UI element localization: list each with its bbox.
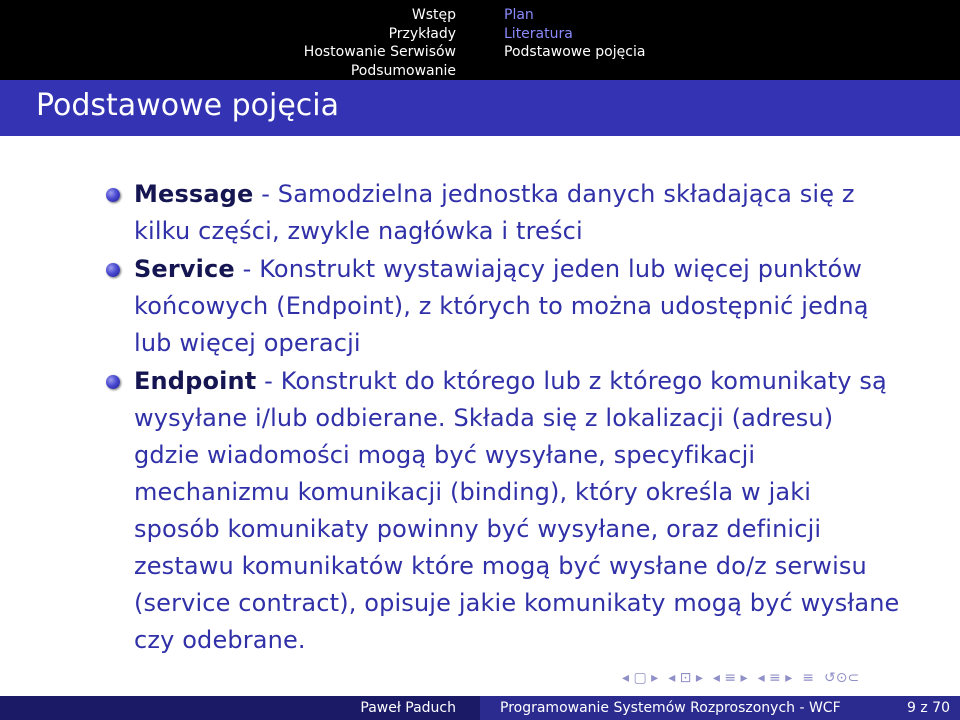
nav-subsection-literatura[interactable]: Literatura [504, 25, 573, 42]
frame-nav-icon[interactable]: ◂ ▢ ▸ [622, 670, 659, 686]
term-service: Service [134, 255, 235, 283]
frame-title: Podstawowe pojęcia [36, 88, 340, 123]
section-nav-icon[interactable]: ◂ ≡ ▸ [712, 670, 748, 686]
section-navigation [0, 0, 480, 80]
document-nav-icon[interactable]: ◂ ≡ ▸ [757, 670, 793, 686]
term-message: Message [134, 180, 254, 208]
list-item-endpoint [104, 363, 904, 659]
item-text [134, 251, 904, 362]
nav-subsection-plan[interactable]: Plan [504, 7, 534, 23]
subsection-navigation [480, 0, 960, 80]
bullet-icon [106, 263, 120, 277]
bullet-icon [106, 188, 120, 202]
nav-subsection-podstawowe-pojecia[interactable]: Podstawowe pojęcia [504, 44, 646, 60]
footer-page-number: 9 z 70 [907, 700, 950, 716]
list-item-service [104, 251, 904, 362]
definition-endpoint: - Konstrukt do którego lub z którego komunikaty są wysyłane i/lub odbierane. Składa się z lokalizacji (adresu) gdzie wiadomości mogą być wysyłane, specyfikacji mechanizmu komunikacji (binding), który określa w jaki sposób komunikaty powinny być wysyłane, oraz definicji zestawu komunikatów które mogą być wysłane do/z serwisu (service contract), opisuje jakie komunikaty mogą być wysłane czy odebrane. [134, 367, 900, 654]
top-navigation-bar [0, 0, 960, 80]
subsection-nav-icon[interactable]: ◂ ⊡ ▸ [668, 670, 703, 686]
footer-author: Paweł Paduch [0, 696, 480, 720]
bullet-icon [106, 375, 120, 389]
nav-section-hostowanie-serwisow[interactable]: Hostowanie Serwisów [303, 44, 456, 60]
definition-message: - Samodzielna jednostka danych składająca się z kilku części, zwykle nagłówka i treści [134, 180, 855, 245]
footer-title-block [480, 696, 960, 720]
list-item-message [104, 176, 904, 250]
frame-title-bar [0, 80, 960, 136]
footer-title: Programowanie Systemów Rozproszonych - WCF [500, 700, 841, 716]
definition-service: - Konstrukt wystawiający jeden lub więcej punktów końcowych (Endpoint), z których to można udostępnić jedną lub więcej operacji [134, 255, 869, 357]
nav-section-wstep[interactable]: Wstęp [411, 7, 456, 23]
beamer-navigation-symbols [622, 670, 859, 686]
item-text [134, 363, 904, 659]
term-endpoint: Endpoint [134, 367, 257, 395]
back-search-icon[interactable]: ↺⊙⊂ [823, 670, 860, 686]
nav-section-przyklady[interactable]: Przykłady [388, 25, 456, 42]
item-text [134, 176, 904, 250]
bullet-list [104, 176, 904, 659]
appendix-nav-icon[interactable]: ≡ [802, 670, 814, 686]
nav-section-podsumowanie[interactable]: Podsumowanie [350, 62, 456, 79]
footer [0, 696, 960, 720]
